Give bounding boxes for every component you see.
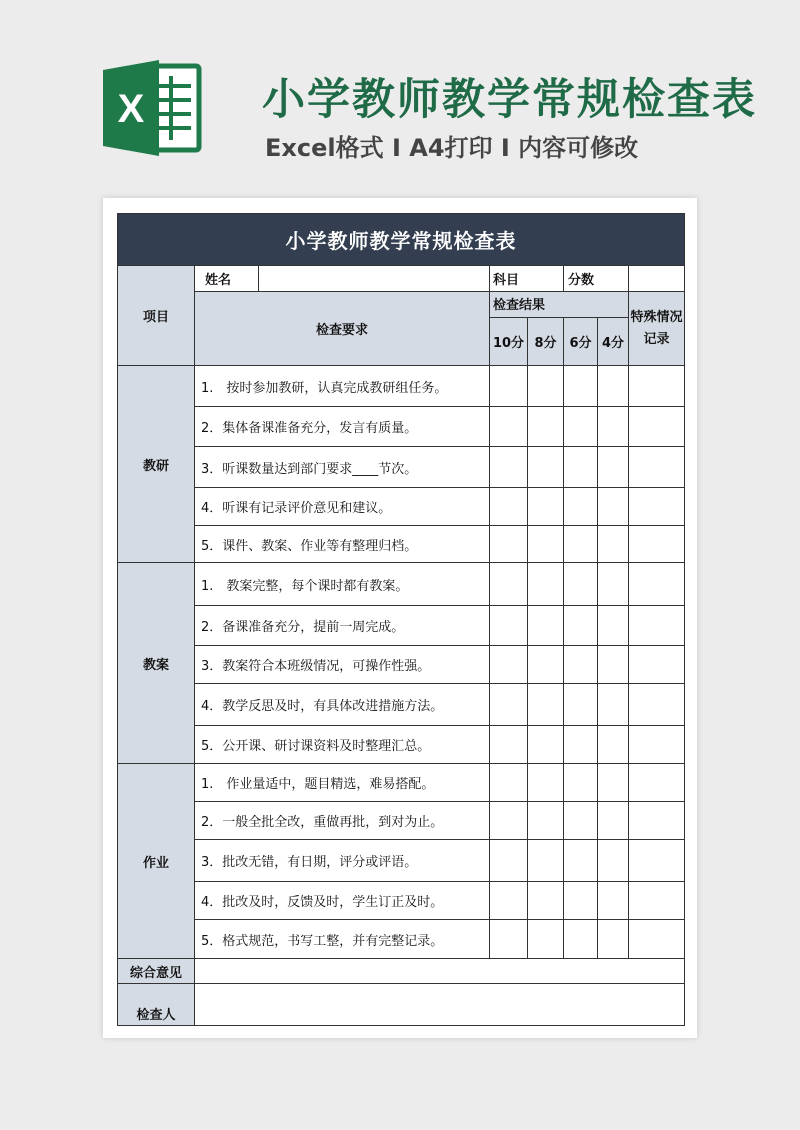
score-10-cell[interactable] <box>490 563 528 606</box>
special-record-cell[interactable] <box>629 526 685 563</box>
score-6-cell[interactable] <box>564 646 598 684</box>
score-4-cell[interactable] <box>598 802 629 840</box>
requirement-text: 4．批改及时，反馈及时，学生订正及时。 <box>195 882 490 920</box>
special-record-cell[interactable] <box>629 726 685 764</box>
score-6-cell[interactable] <box>564 684 598 726</box>
score-8-cell[interactable] <box>528 488 564 526</box>
special-record-cell[interactable] <box>629 646 685 684</box>
score-input[interactable] <box>629 266 685 292</box>
score-4-cell[interactable] <box>598 526 629 563</box>
section-label: 教案 <box>118 563 195 764</box>
score-6-cell[interactable] <box>564 764 598 802</box>
special-record-cell[interactable] <box>629 366 685 407</box>
special-record-cell[interactable] <box>629 684 685 726</box>
score-4-cell[interactable] <box>598 646 629 684</box>
score-8-cell[interactable] <box>528 646 564 684</box>
score-6-cell[interactable] <box>564 802 598 840</box>
score-4-cell[interactable] <box>598 407 629 447</box>
special-record-cell[interactable] <box>629 882 685 920</box>
score-10-cell[interactable] <box>490 764 528 802</box>
score-6-cell[interactable] <box>564 882 598 920</box>
result-header: 检查结果 <box>490 292 629 318</box>
score-10-cell[interactable] <box>490 802 528 840</box>
requirement-text: 1. 作业量适中，题目精选，难易搭配。 <box>195 764 490 802</box>
special-record-cell[interactable] <box>629 764 685 802</box>
requirement-text: 5．格式规范，书写工整，并有完整记录。 <box>195 920 490 959</box>
score-4-cell[interactable] <box>598 447 629 488</box>
requirement-text: 2．一般全批全改，重做再批，到对为止。 <box>195 802 490 840</box>
table-row <box>118 840 685 882</box>
score-8-cell[interactable] <box>528 606 564 646</box>
score-4-cell[interactable] <box>598 488 629 526</box>
score-8-cell[interactable] <box>528 366 564 407</box>
score-4-cell[interactable] <box>598 840 629 882</box>
score-10-cell[interactable] <box>490 447 528 488</box>
sheet-title: 小学教师教学常规检查表 <box>118 214 685 266</box>
score-6-cell[interactable] <box>564 488 598 526</box>
special-record-cell[interactable] <box>629 606 685 646</box>
requirement-text: 2．备课准备充分，提前一周完成。 <box>195 606 490 646</box>
score-10-cell[interactable] <box>490 526 528 563</box>
excel-logo <box>103 60 203 156</box>
page-subtitle: Excel格式 I A4打印 I 内容可修改 <box>265 134 639 162</box>
table-row <box>118 488 685 526</box>
score-6-cell[interactable] <box>564 563 598 606</box>
table-row <box>118 920 685 959</box>
score-8-cell[interactable] <box>528 920 564 959</box>
score-6-cell[interactable] <box>564 447 598 488</box>
score-8-cell[interactable] <box>528 882 564 920</box>
requirement-header: 检查要求 <box>195 292 490 366</box>
inspector-input[interactable] <box>195 984 685 1026</box>
score-6-cell[interactable] <box>564 606 598 646</box>
score-6-cell[interactable] <box>564 407 598 447</box>
special-record-cell[interactable] <box>629 563 685 606</box>
section-label: 教研 <box>118 366 195 563</box>
score-4-cell[interactable] <box>598 606 629 646</box>
score-8-cell[interactable] <box>528 447 564 488</box>
score-4-cell[interactable] <box>598 764 629 802</box>
table-row <box>118 764 685 802</box>
score-10-cell[interactable] <box>490 606 528 646</box>
score-10-cell[interactable] <box>490 407 528 447</box>
special-record-header: 特殊情况记录 <box>629 292 685 366</box>
subject-label: 科目 <box>490 266 564 292</box>
score-10-cell[interactable] <box>490 366 528 407</box>
table-row <box>118 606 685 646</box>
score-6-cell[interactable] <box>564 920 598 959</box>
score-6-cell[interactable] <box>564 840 598 882</box>
score-4-cell[interactable] <box>598 563 629 606</box>
score-4-cell[interactable] <box>598 684 629 726</box>
requirement-text: 4．听课有记录评价意见和建议。 <box>195 488 490 526</box>
requirement-text: 3．听课数量达到部门要求____节次。 <box>195 447 490 488</box>
table-row <box>118 366 685 407</box>
score-10-cell[interactable] <box>490 488 528 526</box>
score-10-cell[interactable] <box>490 882 528 920</box>
score-8-cell[interactable] <box>528 526 564 563</box>
special-record-cell[interactable] <box>629 447 685 488</box>
score-10-cell[interactable] <box>490 840 528 882</box>
table-row <box>118 726 685 764</box>
score-4-header: 4分 <box>598 318 629 366</box>
inspector-label: 检查人 <box>118 984 195 1026</box>
requirement-text: 3．教案符合本班级情况，可操作性强。 <box>195 646 490 684</box>
item-header: 项目 <box>118 266 195 366</box>
name-label: 姓名 <box>195 266 259 292</box>
requirement-text: 4．教学反思及时，有具体改进措施方法。 <box>195 684 490 726</box>
score-4-cell[interactable] <box>598 882 629 920</box>
special-record-cell[interactable] <box>629 407 685 447</box>
table-row <box>118 563 685 606</box>
requirement-text: 3．批改无错，有日期，评分或评语。 <box>195 840 490 882</box>
table-row <box>118 646 685 684</box>
table-row <box>118 882 685 920</box>
requirement-text: 1. 教案完整，每个课时都有教案。 <box>195 563 490 606</box>
score-10-cell[interactable] <box>490 646 528 684</box>
score-10-cell[interactable] <box>490 726 528 764</box>
inspection-table <box>117 213 685 1026</box>
score-6-cell[interactable] <box>564 526 598 563</box>
special-record-cell[interactable] <box>629 802 685 840</box>
logo-letter: X <box>117 87 145 131</box>
score-10-cell[interactable] <box>490 920 528 959</box>
table-row <box>118 526 685 563</box>
score-8-cell[interactable] <box>528 840 564 882</box>
score-8-header: 8分 <box>528 318 564 366</box>
score-label: 分数 <box>564 266 629 292</box>
requirement-text: 2．集体备课准备充分，发言有质量。 <box>195 407 490 447</box>
table-row <box>118 684 685 726</box>
score-10-cell[interactable] <box>490 684 528 726</box>
section-label: 作业 <box>118 764 195 959</box>
score-8-cell[interactable] <box>528 563 564 606</box>
score-4-cell[interactable] <box>598 366 629 407</box>
requirement-text: 1. 按时参加教研，认真完成教研组任务。 <box>195 366 490 407</box>
table-row <box>118 447 685 488</box>
score-8-cell[interactable] <box>528 802 564 840</box>
requirement-text: 5．公开课、研讨课资料及时整理汇总。 <box>195 726 490 764</box>
score-10-header: 10分 <box>490 318 528 366</box>
comment-label: 综合意见 <box>118 959 195 984</box>
score-8-cell[interactable] <box>528 407 564 447</box>
table-row <box>118 407 685 447</box>
name-input[interactable] <box>259 266 490 292</box>
requirement-text: 5．课件、教案、作业等有整理归档。 <box>195 526 490 563</box>
score-6-cell[interactable] <box>564 366 598 407</box>
score-8-cell[interactable] <box>528 684 564 726</box>
special-record-cell[interactable] <box>629 920 685 959</box>
special-record-cell[interactable] <box>629 840 685 882</box>
score-8-cell[interactable] <box>528 764 564 802</box>
score-8-cell[interactable] <box>528 726 564 764</box>
score-4-cell[interactable] <box>598 726 629 764</box>
score-6-header: 6分 <box>564 318 598 366</box>
score-4-cell[interactable] <box>598 920 629 959</box>
special-record-cell[interactable] <box>629 488 685 526</box>
comment-input[interactable] <box>195 959 685 984</box>
page-title: 小学教师教学常规检查表 <box>262 75 757 125</box>
score-6-cell[interactable] <box>564 726 598 764</box>
table-row <box>118 802 685 840</box>
